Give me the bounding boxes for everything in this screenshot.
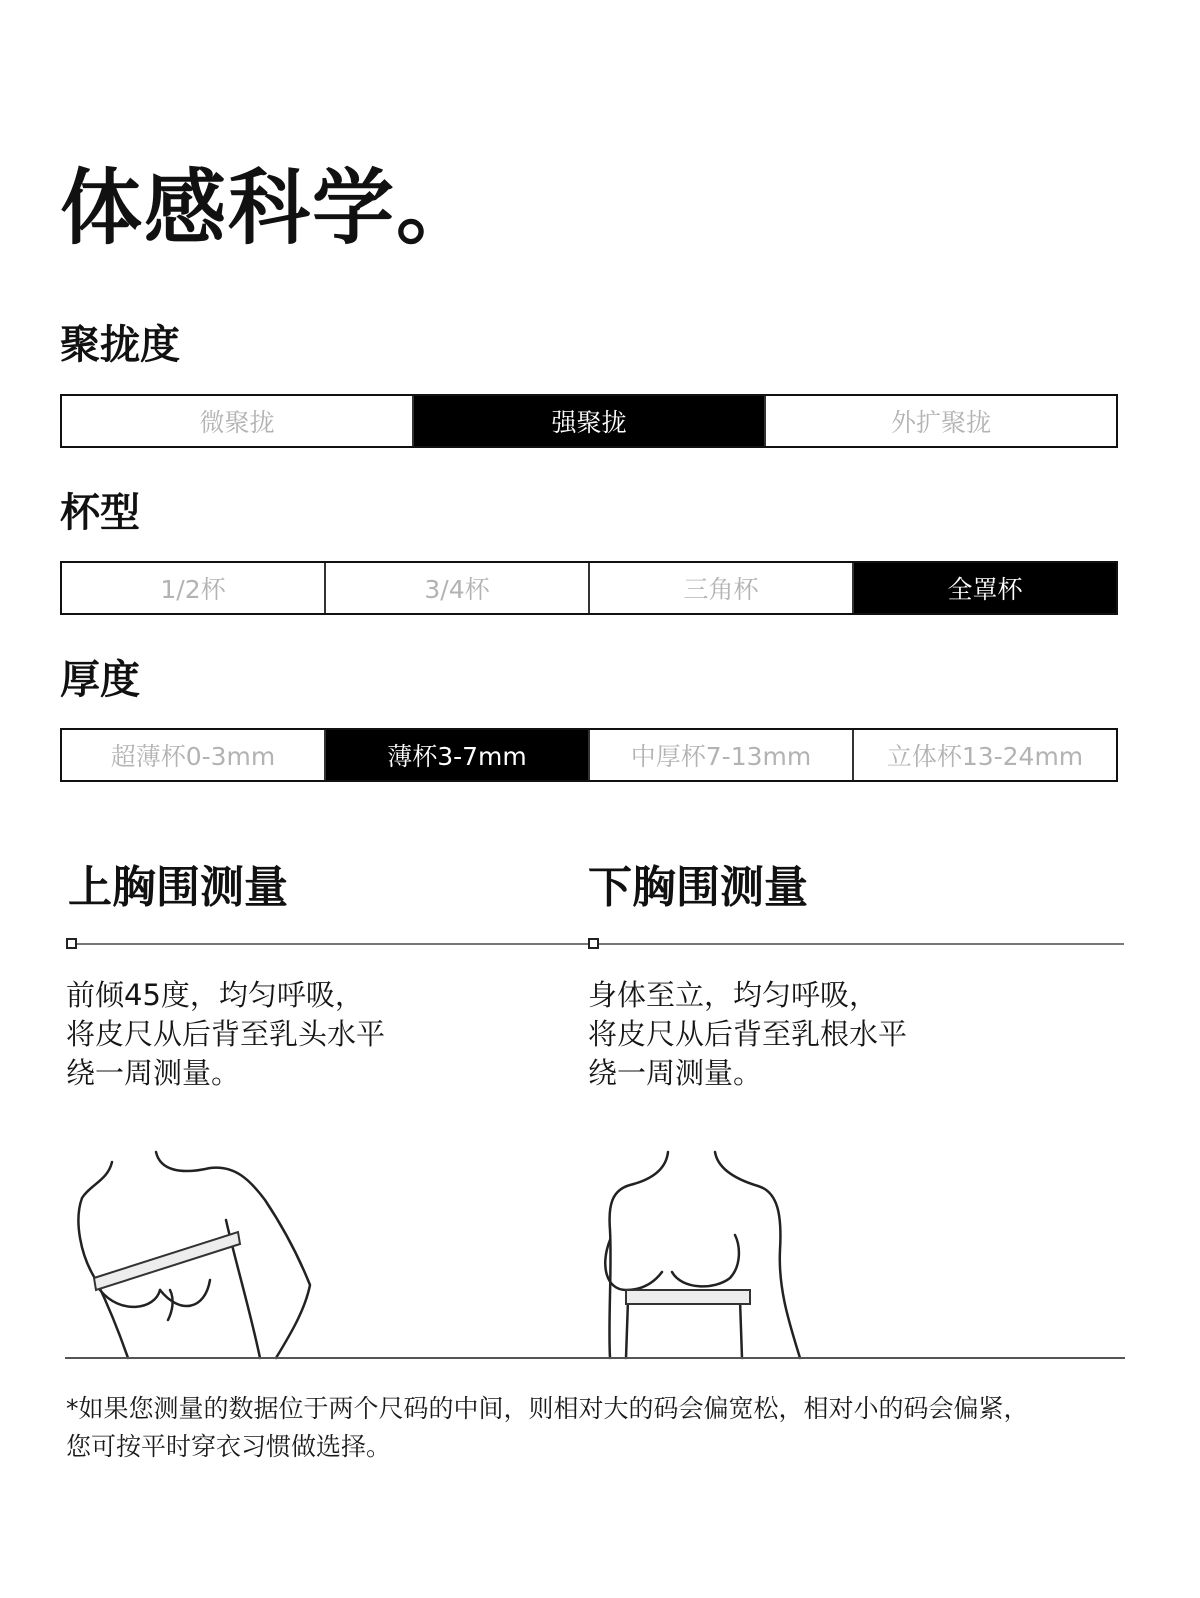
cup-option-half[interactable]: 1/2杯: [160, 575, 226, 604]
cup-option-three-quarter[interactable]: 3/4杯: [324, 563, 588, 613]
under-bust-line-3: 绕一周测量。: [588, 1056, 763, 1090]
under-bust-line-1: 身体至立，均匀呼吸，: [588, 978, 879, 1012]
under-bust-divider: [594, 943, 1124, 945]
push-up-option-strong[interactable]: 强聚拢: [412, 396, 764, 446]
cup-type-label: 杯型: [60, 490, 140, 536]
thickness-option-ultra-thin[interactable]: 超薄杯0-3mm: [110, 742, 276, 771]
under-bust-instructions: [588, 976, 907, 1093]
thickness-option-3d[interactable]: 立体杯13-24mm: [852, 730, 1116, 780]
upper-bust-title: 上胸围测量: [68, 862, 288, 913]
cup-option-full[interactable]: 全罩杯: [852, 563, 1116, 613]
thickness-option-thin[interactable]: 薄杯3-7mm: [324, 730, 588, 780]
under-bust-line-2: 将皮尺从后背至乳根水平: [588, 1017, 908, 1051]
upper-bust-marker-icon: [66, 938, 77, 949]
upper-bust-instructions: [66, 976, 385, 1093]
upper-bust-illustration: [60, 1140, 340, 1360]
push-up-label: 聚拢度: [60, 322, 180, 368]
push-up-selector: [60, 394, 1118, 448]
cup-option-triangle[interactable]: 三角杯: [588, 563, 852, 613]
page-title: 体感科学。: [60, 161, 481, 256]
size-note: [66, 1390, 1029, 1466]
size-note-line-2: 您可按平时穿衣习惯做选择。: [66, 1432, 392, 1461]
footer-divider: [65, 1357, 1125, 1359]
thickness-option-medium[interactable]: 中厚杯7-13mm: [588, 730, 852, 780]
push-up-option-spread[interactable]: 外扩聚拢: [764, 396, 1116, 446]
size-note-line-1: *如果您测量的数据位于两个尺码的中间，则相对大的码会偏宽松，相对小的码会偏紧，: [66, 1394, 1029, 1423]
upper-bust-divider: [72, 943, 592, 945]
upper-bust-line-2: 将皮尺从后背至乳头水平: [66, 1017, 386, 1051]
push-up-option-light[interactable]: 微聚拢: [199, 408, 275, 437]
under-bust-marker-icon: [588, 938, 599, 949]
thickness-label: 厚度: [60, 657, 140, 703]
under-bust-illustration: [590, 1140, 830, 1360]
cup-type-selector: [60, 561, 1118, 615]
under-bust-title: 下胸围测量: [588, 862, 808, 913]
upper-bust-line-3: 绕一周测量。: [66, 1056, 241, 1090]
thickness-selector: [60, 728, 1118, 782]
upper-bust-line-1: 前倾45度，均匀呼吸，: [66, 978, 364, 1012]
